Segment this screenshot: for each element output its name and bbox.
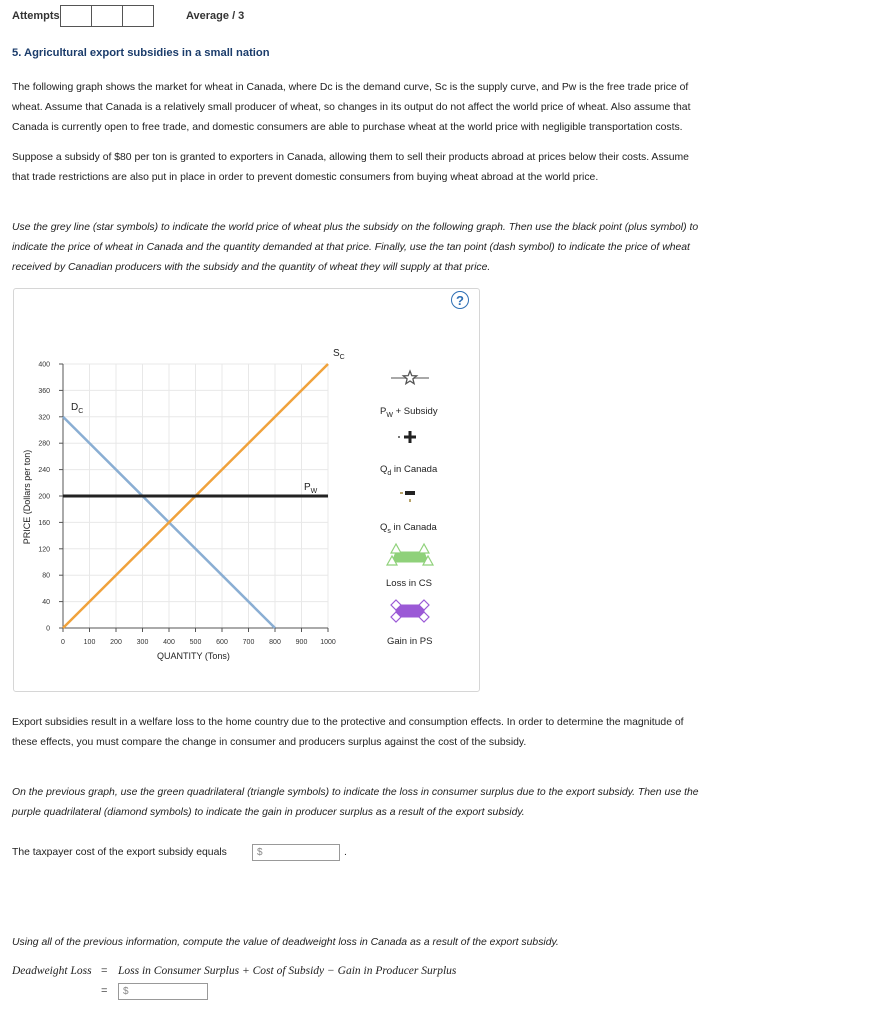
legend-label-loss-cs: Loss in CS: [386, 578, 432, 589]
y-tick-label: 400: [38, 361, 50, 369]
welfare-line-2: these effects, you must compare the change in consumer and producers surplus against the cost of the subsidy.: [12, 737, 527, 748]
x-tick-label: 100: [83, 639, 96, 646]
demand-curve-label: $D_C$: [71, 402, 84, 415]
taxpayer-label: The taxpayer cost of the export subsidy equals: [12, 847, 227, 858]
welfare-line-1: Export subsidies result in a welfare loss to the home country due to the protective and consumption effects. In order to determine the magnitude of: [12, 717, 684, 728]
instructions-line-1: Use the grey line (star symbols) to indicate the world price of wheat plus the subsidy on the following graph. Then use the black point (plus symbol) to: [12, 222, 699, 233]
star-marker-icon: [403, 371, 416, 384]
x-axis-title: QUANTITY (Tons): [157, 651, 230, 661]
deadweight-loss-input[interactable]: $: [118, 983, 208, 1000]
y-tick-label: 160: [38, 519, 50, 527]
subsidy-line-2: that trade restrictions are also put in place in order to prevent domestic consumers from buying wheat abroad at the world price.: [12, 172, 599, 183]
y-axis-title: PRICE (Dollars per ton): [22, 449, 32, 545]
legend-label-qs: $Q_s$ in Canada: [380, 522, 437, 535]
legend-label-qd: $Q_d$ in Canada: [380, 464, 438, 477]
surplus-line-2: purple quadrilateral (diamond symbols) to indicate the gain in producer surplus as a result of the export subsidy.: [12, 807, 525, 818]
y-tick-label: 360: [38, 387, 50, 395]
x-tick-label: 400: [163, 639, 175, 646]
diamond-quad-icon: [396, 605, 424, 617]
dwl-formula-rhs: Loss in Consumer Surplus + Cost of Subsidy − Gain in Producer Surplus: [118, 965, 457, 977]
attempts-label: Attempts: [12, 10, 60, 22]
average-label: Average / 3: [186, 10, 245, 22]
intro-line-3: Canada is currently open to free trade, and domestic consumers are able to purchase wheat at the world price with negligible transportation costs.: [12, 122, 683, 133]
x-tick-label: 300: [136, 639, 149, 646]
taxpayer-cost-input[interactable]: $: [252, 844, 340, 861]
x-tick-label: 900: [295, 639, 308, 646]
x-tick-label: 1000: [320, 639, 336, 646]
x-tick-label: 500: [189, 639, 202, 646]
instructions-line-3: received by Canadian producers with the subsidy and the quantity of wheat they will supply at that price.: [12, 262, 491, 273]
y-tick-label: 40: [42, 599, 50, 607]
world-price-label: $P_W$: [304, 482, 318, 495]
instructions-line-2: indicate the price of wheat in Canada and the quantity demanded at that price. Finally, use the tan point (dash symbol) to indicate the price of wheat: [12, 242, 690, 253]
intro-line-1: The following graph shows the market for wheat in Canada, where Dc is the demand curve, Sc is the supply curve, and Pw is the free trade price of: [12, 82, 689, 93]
welfare-paragraph: [12, 713, 684, 753]
question-title: 5. Agricultural export subsidies in a small nation: [12, 47, 270, 59]
intro-line-2: wheat. Assume that Canada is a relatively small producer of wheat, so changes in its output do not affect the world price of wheat. Also assume that: [12, 102, 691, 113]
y-tick-label: 320: [38, 414, 50, 422]
dash-point-tan-icon: [400, 492, 403, 494]
x-tick-label: 200: [110, 639, 122, 646]
y-tick-label: 80: [42, 572, 50, 580]
help-icon[interactable]: ?: [451, 291, 469, 309]
dwl-formula-eq: =: [101, 965, 108, 977]
dwl-prompt: Using all of the previous information, compute the value of deadweight loss in Canada as a result of the export subsidy.: [12, 937, 559, 948]
triangle-vertex-icon: [419, 544, 429, 553]
taxpayer-period: .: [344, 847, 347, 858]
legend-label-pw-subsidy: $P_W$ + Subsidy: [380, 406, 438, 419]
surplus-instructions: [12, 783, 699, 823]
x-tick-label: 700: [242, 639, 255, 646]
y-tick-label: 200: [38, 493, 50, 501]
dash-point-icon: [405, 491, 415, 495]
surplus-line-1: On the previous graph, use the green quadrilateral (triangle symbols) to indicate the loss in consumer surplus due to the export subsidy. Then use the: [12, 787, 699, 798]
y-tick-label: 280: [38, 440, 50, 448]
subsidy-line-1: Suppose a subsidy of $80 per ton is granted to exporters in Canada, allowing them to sell their products abroad at prices below their costs. Assume: [12, 152, 689, 163]
x-tick-label: 800: [269, 639, 281, 646]
x-tick-label: 0: [61, 639, 65, 646]
y-tick-label: 240: [38, 467, 50, 475]
supply-curve-label: $S_C$: [333, 348, 345, 361]
dwl-formula-lhs: Deadweight Loss: [12, 965, 92, 977]
y-tick-label: 120: [38, 546, 50, 554]
triangle-vertex-icon: [391, 544, 401, 553]
legend-label-gain-ps: Gain in PS: [387, 636, 433, 647]
plus-point-icon-bar: [404, 436, 416, 439]
dwl-answer-eq: =: [101, 985, 108, 997]
dash-point-tan-tick: [409, 499, 411, 502]
y-tick-label: 0: [46, 625, 50, 633]
x-tick-label: 600: [216, 639, 228, 646]
